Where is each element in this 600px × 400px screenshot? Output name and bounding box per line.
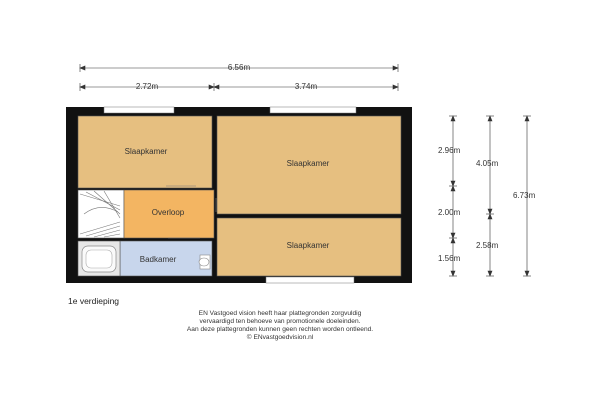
dim-right-col1-top: 2.96m xyxy=(438,146,461,155)
bathtub-icon xyxy=(82,246,116,272)
toilet-icon xyxy=(199,255,210,269)
dim-right-col2-top: 4.05m xyxy=(476,159,499,168)
disclaimer xyxy=(100,310,460,342)
disclaimer-line-3: Aan deze plattegronden kunnen geen rechten worden ontleend. xyxy=(186,326,374,333)
floor-label: 1e verdieping xyxy=(68,296,120,306)
label-slaapkamer-nw: Slaapkamer xyxy=(124,147,168,156)
label-badkamer: Badkamer xyxy=(139,255,177,264)
dim-right-col1-mid: 2.00m xyxy=(438,208,461,217)
label-slaapkamer-se: Slaapkamer xyxy=(286,241,330,250)
disclaimer-line-4: © ENvastgoedvision.nl xyxy=(246,334,314,341)
dim-total-height: 6.73m xyxy=(513,191,536,200)
disclaimer-line-2: vervaardigd ten behoeve van promotionele doeleinden. xyxy=(199,318,361,325)
dim-left-width: 2.72m xyxy=(135,82,159,91)
label-overloop: Overloop xyxy=(151,208,185,217)
label-slaapkamer-ne: Slaapkamer xyxy=(286,159,330,168)
dim-total-width: 6.56m xyxy=(227,63,251,72)
dim-right-col1-bottom: 1.56m xyxy=(438,254,461,263)
dim-right-col2-bottom: 2.58m xyxy=(476,241,499,250)
dim-right-width: 3.74m xyxy=(294,82,318,91)
disclaimer-line-1: EN Vastgoed vision heeft haar plattegronden zorgvuldig xyxy=(198,310,362,317)
